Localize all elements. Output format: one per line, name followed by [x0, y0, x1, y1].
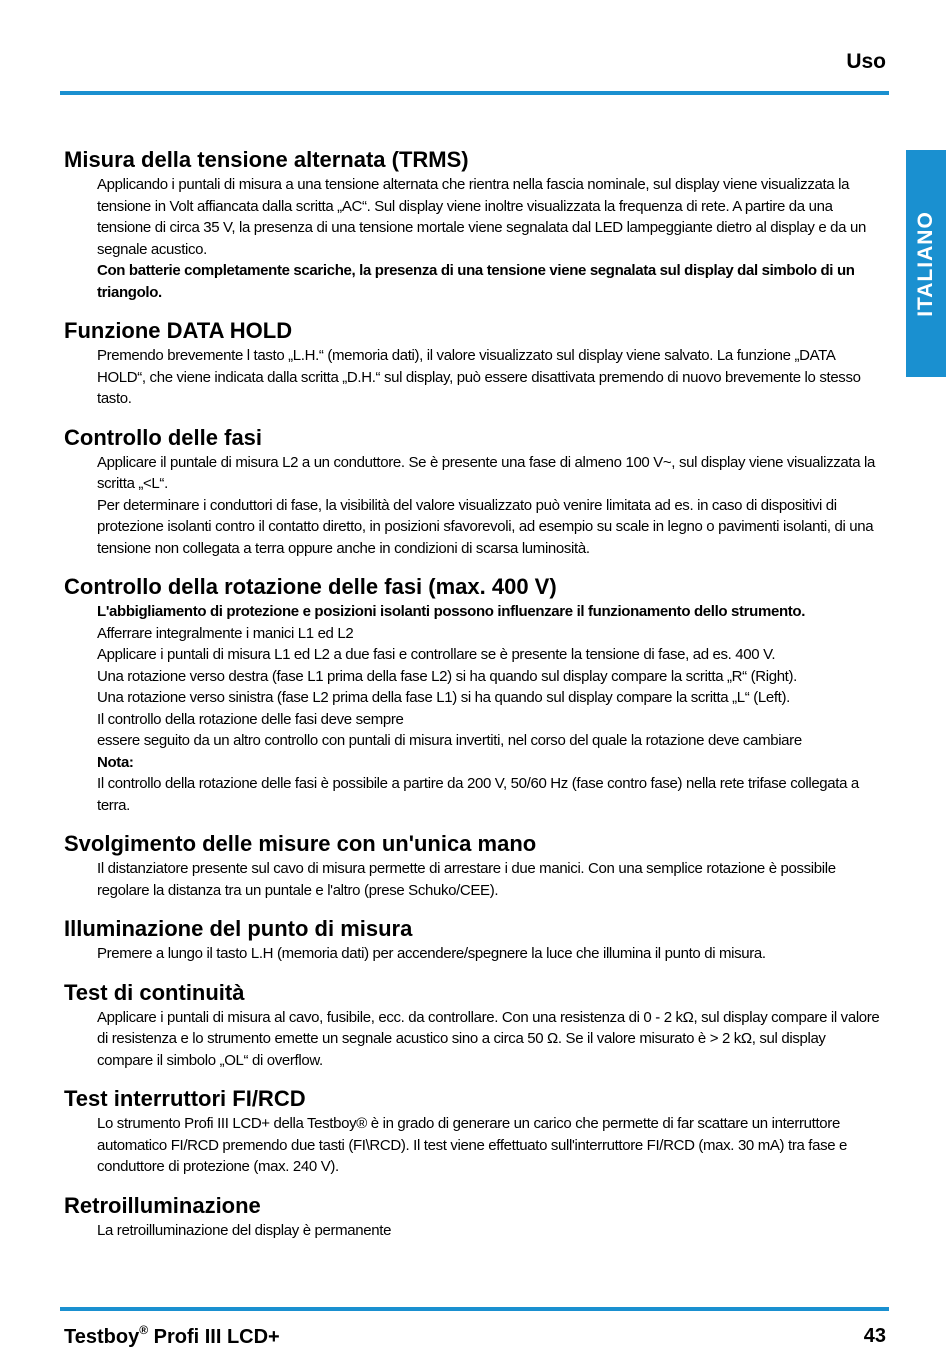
section-heading: Test di continuità — [64, 979, 245, 1005]
section-heading: Misura della tensione alternata (TRMS) — [64, 147, 469, 172]
paragraph: Il controllo della rotazione delle fasi deve sempre — [97, 710, 404, 728]
paragraph: La retroilluminazione del display è permanente — [97, 1221, 392, 1239]
section — [64, 573, 884, 816]
paragraph: Il distanziatore presente sul cavo di misura permette di arrestare i due manici. Con una semplice rotazione è possibile regolare la distanza tra un puntale e l'altro (prese Schuko/CEE). — [97, 860, 836, 899]
section-heading: Controllo della rotazione delle fasi (max. 400 V) — [64, 574, 557, 599]
bold-paragraph: Con batterie completamente scariche, la presenza di una tensione viene segnalata sul display dal simbolo di un triangolo. — [97, 262, 855, 301]
bold-paragraph: Nota: — [97, 753, 134, 771]
paragraph: Una rotazione verso destra (fase L1 prima della fase L2) si ha quando sul display compare la scritta „R“ (Right). — [97, 667, 797, 685]
main-content — [64, 146, 884, 1255]
paragraph: Afferrare integralmente i manici L1 ed L2 — [97, 624, 354, 642]
page-number: 43 — [863, 1325, 886, 1347]
bold-paragraph: L'abbigliamento di protezione e posizioni isolanti possono influenzare il funzionamento dello strumento. — [97, 603, 806, 620]
section-heading: Test interruttori FI/RCD — [64, 1086, 306, 1111]
paragraph: Applicando i puntali di misura a una tensione alternata che rientra nella fascia nominale, sul display viene visualizzata la tensione in Volt affiancata dalla scritta „AC“. Sul display viene inoltre visualizzata la frequenza di rete. A partire da una tensione di circa 35 V, la presenza di una tensione mortale viene segnalata dal LED lampeggiante dietro al display e da un segnale acustico. — [97, 176, 866, 258]
paragraph: Applicare i puntali di misura L1 ed L2 a due fasi e controllare se è presente la tensione di fase, ad es. 400 V. — [97, 646, 776, 663]
footer-product-name — [64, 1323, 280, 1349]
section-heading: Retroilluminazione — [64, 1192, 261, 1218]
section — [64, 1192, 884, 1242]
section — [64, 979, 884, 1072]
section-heading: Funzione DATA HOLD — [64, 318, 293, 343]
footer-product: Profi III LCD+ — [148, 1326, 280, 1348]
footer-rule — [60, 1307, 889, 1311]
paragraph: essere seguito da un altro controllo con puntali di misura invertiti, nel corso del quale la rotazione deve cambiare — [97, 732, 802, 749]
section — [64, 1085, 884, 1178]
section — [64, 317, 884, 410]
language-tab-label: ITALIANO — [914, 210, 937, 317]
section — [64, 146, 884, 303]
section — [64, 424, 884, 560]
registered-mark: ® — [139, 1323, 149, 1337]
section — [64, 830, 884, 901]
paragraph: Applicare i puntali di misura al cavo, fusibile, ecc. da controllare. Con una resistenza di 0 - 2 kΩ, sul display compare il valore di resistenza e lo strumento emette un segnale acustico sino a circa 50 Ω. Se il valore misurato è > 2 kΩ, sul display compare il simbolo „OL“ di overflow. — [97, 1008, 880, 1069]
section — [64, 915, 884, 965]
paragraph: Il controllo della rotazione delle fasi è possibile a partire da 200 V, 50/60 Hz (fase contro fase) nella rete trifase collegata a terra. — [97, 775, 859, 814]
section-heading: Controllo delle fasi — [64, 424, 263, 450]
paragraph: Premere a lungo il tasto L.H (memoria dati) per accendere/spegnere la luce che illumina il punto di misura. — [97, 945, 766, 962]
paragraph: Lo strumento Profi III LCD+ della Testboy® è in grado di generare un carico che permette di far scattare un interruttore automatico FI/RCD premendo due tasti (FI\RCD). Il test viene effettuato sull'interruttore FI/RCD (max. 30 mA) tra fase e conduttore di protezione (max. 240 V). — [97, 1115, 848, 1175]
section-heading: Svolgimento delle misure con un'unica mano — [64, 831, 537, 856]
paragraph: Applicare il puntale di misura L2 a un conduttore. Se è presente una fase di almeno 100 V~, sul display viene visualizzata la scritta „<L“. — [97, 453, 875, 492]
footer-brand: Testboy — [64, 1326, 140, 1348]
language-tab — [906, 150, 946, 377]
paragraph: Una rotazione verso sinistra (fase L2 prima della fase L1) si ha quando sul display compare la scritta „L“ (Left). — [97, 689, 790, 706]
page-section-title: Uso — [846, 50, 886, 73]
paragraph: Premendo brevemente l tasto „L.H.“ (memoria dati), il valore visualizzato sul display viene salvato. La funzione „DATA HOLD“, che viene indicata dalla scritta „D.H.“ sul display, può essere disattivata premendo di nuovo brevemente lo stesso tasto. — [97, 347, 861, 407]
paragraph: Per determinare i conduttori di fase, la visibilità del valore visualizzato può venire limitata ad es. in caso di dispositivi di protezione isolanti contro il contatto diretto, in posizioni sfavorevoli, ad esempio su scale in legno o pavimenti isolanti, di una tensione non collegata a terra oppure anche in condizioni di scarsa luminosità. — [97, 496, 874, 557]
header-rule — [60, 91, 889, 95]
section-heading: Illuminazione del punto di misura — [64, 916, 413, 941]
